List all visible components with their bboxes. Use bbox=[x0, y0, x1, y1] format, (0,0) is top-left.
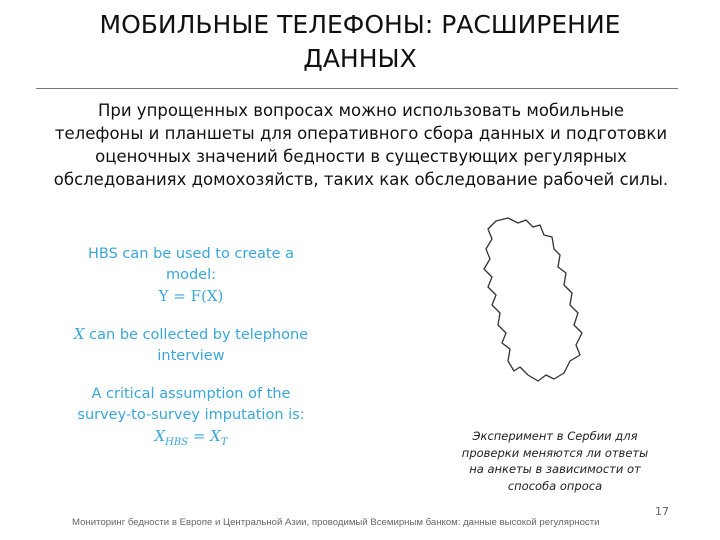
map-caption bbox=[440, 428, 670, 494]
imputation-equation: $X_{HBS} = X_T$ bbox=[154, 427, 228, 448]
caption-line-2: проверки меняются ли ответы bbox=[461, 445, 649, 460]
x-variable: X bbox=[73, 325, 85, 343]
telephone-line-2: interview bbox=[157, 348, 225, 364]
serbia-border bbox=[484, 218, 582, 381]
spacer bbox=[60, 307, 322, 324]
intro-line-4: обследованиях домохозяйств, таких как обследование рабочей силы. bbox=[53, 170, 669, 189]
intro-line-3: оценочных значений бедности в существующих регулярных bbox=[95, 147, 627, 166]
intro-paragraph bbox=[30, 99, 692, 191]
assumption-line-2: survey-to-survey imputation is: bbox=[77, 407, 305, 423]
hbs-explanation bbox=[60, 244, 322, 453]
hbs-line-2: model: bbox=[165, 267, 217, 283]
telephone-line-1-text: can be collected by telephone bbox=[84, 327, 309, 343]
serbia-map-outline bbox=[478, 215, 588, 385]
slide-title bbox=[30, 8, 690, 76]
caption-line-1: Эксперимент в Сербии для bbox=[472, 429, 638, 443]
title-line-1: МОБИЛЬНЫЕ ТЕЛЕФОНЫ: РАСШИРЕНИЕ bbox=[99, 10, 621, 39]
title-line-2: ДАННЫХ bbox=[303, 44, 417, 73]
caption-line-3: на анкеты в зависимости от bbox=[469, 462, 641, 476]
assumption-line-1: A critical assumption of the bbox=[91, 386, 291, 402]
caption-line-4: способа опроса bbox=[507, 478, 603, 493]
footer-text: Мониторинг бедности в Европе и Центральной Азии, проводимый Всемирным банком: данные высокой регулярности bbox=[72, 517, 600, 528]
hbs-line-1: HBS can be used to create a bbox=[88, 246, 294, 262]
spacer bbox=[60, 367, 322, 384]
intro-line-2: телефоны и планшеты для оперативного сбора данных и подготовки bbox=[54, 124, 668, 143]
intro-line-1: При упрощенных вопросах можно использовать мобильные bbox=[97, 101, 625, 120]
model-equation: Y = F(X) bbox=[158, 287, 224, 305]
page-number: 17 bbox=[655, 505, 669, 518]
title-divider bbox=[36, 88, 678, 89]
telephone-line-1 bbox=[60, 324, 322, 346]
